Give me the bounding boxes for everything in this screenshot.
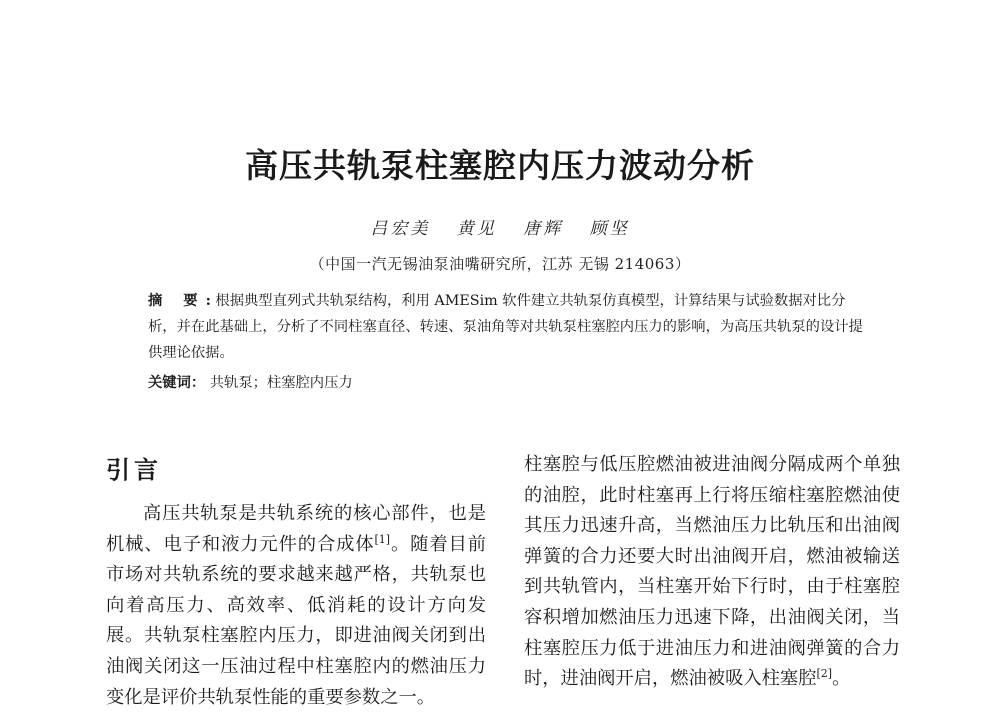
keywords (148, 370, 864, 396)
keywords-label: 关键词： (148, 375, 206, 391)
intro-left-text-2: 。随着目前市场对共轨系统的要求越来越严格，共轨泵也向着高压力、高效率、低消耗的设计方向发展。共轨泵柱塞腔内压力，即进油阀关闭到出油阀关闭这一压油过程中柱塞腔内的燃油压力变化是评价共轨泵性能的重要参数之一。 (106, 533, 487, 708)
abstract-label: 摘 要 (148, 293, 206, 309)
abstract-label-colon: : (205, 293, 211, 309)
paper-title: 高压共轨泵柱塞腔内压力波动分析 (245, 146, 755, 185)
intro-left-text-1: 高压共轨泵是共轨系统的核心部件，也是机械、电子和液力元件的合成体 (106, 503, 486, 555)
keywords-text: 共轨泵；柱塞腔内压力 (209, 375, 353, 391)
citation-ref-1: [1] (374, 532, 391, 546)
affiliation: （中国一汽无锡油泵油嘴研究所，江苏 无锡 214063） (309, 255, 691, 273)
author-list: 吕宏美 黄见 唐辉 顾坚 (370, 219, 630, 239)
abstract-text: 根据典型直列式共轨泵结构，利用 AMESim 软件建立共轨泵仿真模型，计算结果与试验数据对比分析，并在此基础上，分析了不同柱塞直径、转速、泵油角等对共轨泵柱塞腔内压力的影响，为高压共轨泵的设计提供理论依据。 (148, 293, 863, 361)
citation-ref-2: [2] (816, 667, 833, 681)
abstract (148, 288, 864, 366)
intro-paragraph-right (524, 450, 900, 695)
section-heading-intro: 引言 (106, 456, 162, 484)
intro-right-text-1: 柱塞腔与低压腔燃油被进油阀分隔成两个单独的油腔，此时柱塞再上行将压缩柱塞腔燃油使其压力迅速升高，当燃油压力比轨压和出油阀弹簧的合力还要大时出油阀开启，燃油被输送到共轨管内，当柱塞开始下行时，由于柱塞腔容积增加燃油压力迅速下降，出油阀关闭，当柱塞腔压力低于进油压力和进油阀弹簧的合力时，进油阀开启，燃油被吸入柱塞腔 (524, 454, 900, 690)
intro-right-text-2: 。 (832, 668, 851, 690)
intro-paragraph-left (106, 499, 486, 713)
